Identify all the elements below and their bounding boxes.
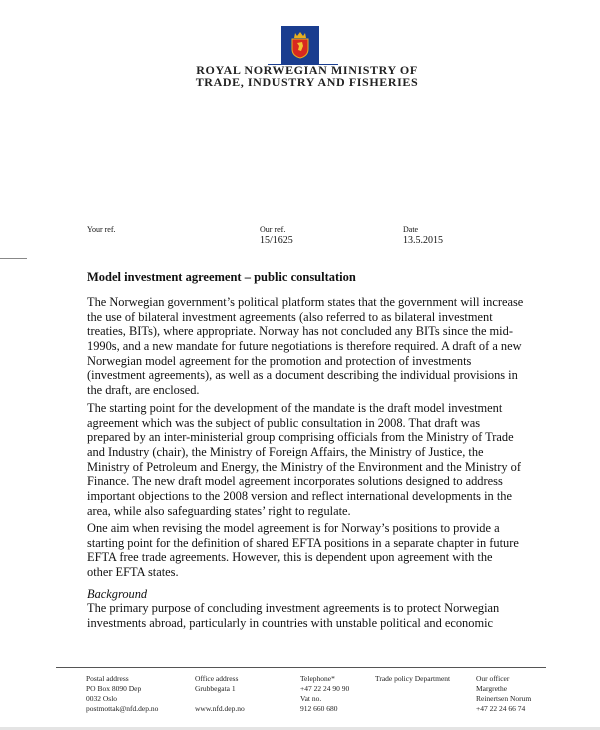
- text-line: investments abroad, particularly in countries with unstable political and economic: [87, 615, 494, 630]
- text-line: +47 22 24 90 90: [300, 684, 350, 693]
- text-line: 0032 Oslo: [86, 694, 118, 703]
- ministry-name: [192, 64, 422, 88]
- ministry-line-2: TRADE, INDUSTRY AND FISHERIES: [195, 75, 419, 89]
- footer-department: [375, 674, 450, 684]
- text-line: EFTA free trade agreements. However, this is dependent upon agreement with the: [87, 550, 493, 565]
- background-heading: Background: [87, 587, 148, 601]
- text-line: Postal address: [86, 674, 129, 683]
- text-line: Margrethe: [476, 684, 508, 693]
- text-line: postmottak@nfd.dep.no: [86, 704, 159, 713]
- text-line: the use of bilateral investment agreements (also referred to as bilateral investment: [87, 309, 493, 324]
- background-paragraph: [87, 601, 499, 630]
- text-line: 912 660 680: [300, 704, 338, 713]
- text-line: Telephone*: [300, 674, 335, 683]
- text-line: +47 22 24 66 74: [476, 704, 526, 713]
- footer-officer: [476, 674, 531, 714]
- text-line: [195, 694, 245, 704]
- footer-divider: [56, 667, 546, 668]
- text-line: 1990s, and a new mandate for future negotiations is therefore required. A draft of a new: [87, 339, 522, 354]
- text-line: The starting point for the development of the mandate is the draft model investment: [87, 401, 503, 415]
- our-ref-label: Our ref.: [260, 225, 286, 234]
- our-ref-value: 15/1625: [260, 235, 293, 246]
- your-ref-label: Your ref.: [87, 225, 116, 234]
- text-line: Trade policy Department: [375, 674, 451, 683]
- text-line: Ministry of Petroleum and Energy, the Ministry of the Environment and the Ministry of: [87, 459, 521, 474]
- footer-postal-address: [86, 674, 158, 714]
- text-line: the draft, are enclosed.: [87, 383, 200, 398]
- fold-mark: [0, 258, 27, 259]
- text-line: Vat no.: [300, 694, 322, 703]
- paragraph-2: [87, 401, 521, 519]
- text-line: PO Box 8090 Dep: [86, 684, 142, 693]
- footer-office-address: [195, 674, 245, 714]
- text-line: treaties, BITs), where appropriate. Norway has not concluded any BITs since the mid-: [87, 324, 513, 339]
- our-ref: [260, 224, 293, 246]
- text-line: Reinertsen Norum: [476, 694, 532, 703]
- date: [403, 224, 443, 246]
- crown-shield-icon: [289, 31, 311, 59]
- text-line: other EFTA states.: [87, 565, 179, 580]
- text-line: Office address: [195, 674, 239, 683]
- text-line: prepared by an inter-ministerial group comprising officials from the Ministry of Trade: [87, 430, 514, 445]
- text-line: starting point for the definition of shared EFTA positions in a separate chapter in future: [87, 535, 519, 550]
- text-line: Our officer: [476, 674, 510, 683]
- coat-of-arms-logo: [281, 26, 319, 64]
- date-label: Date: [403, 225, 419, 234]
- text-line: and Industry (chair), the Ministry of Foreign Affairs, the Ministry of Justice, the: [87, 445, 484, 460]
- date-value: 13.5.2015: [403, 235, 443, 246]
- paragraph-3: [87, 521, 519, 580]
- text-line: important objections to the 2008 version and reflect international developments in the: [87, 489, 512, 504]
- paragraph-1: [87, 295, 523, 398]
- text-line: agreement which was the subject of public consultation in 2008. That draft was: [87, 415, 481, 430]
- text-line: Grubbegata 1: [195, 684, 236, 693]
- text-line: www.nfd.dep.no: [195, 704, 245, 713]
- text-line: (investment agreements), as well as a document describing the individual provisions in: [87, 368, 518, 383]
- text-line: The Norwegian government’s political platform states that the government will increase: [87, 295, 524, 309]
- your-ref: [87, 224, 116, 235]
- text-line: One aim when revising the model agreement is for Norway’s positions to provide a: [87, 521, 500, 535]
- text-line: Finance. The new draft model agreement incorporates solutions designed to address: [87, 474, 503, 489]
- text-line: Norwegian model agreement for the promotion and protection of investments: [87, 353, 472, 368]
- letter-title: Model investment agreement – public consultation: [87, 270, 356, 284]
- footer-telephone: [300, 674, 349, 714]
- text-line: area, while also safeguarding states’ right to regulate.: [87, 503, 351, 518]
- text-line: The primary purpose of concluding investment agreements is to protect Norwegian: [87, 601, 500, 615]
- ministry-line-1: ROYAL NORWEGIAN MINISTRY OF: [196, 63, 418, 77]
